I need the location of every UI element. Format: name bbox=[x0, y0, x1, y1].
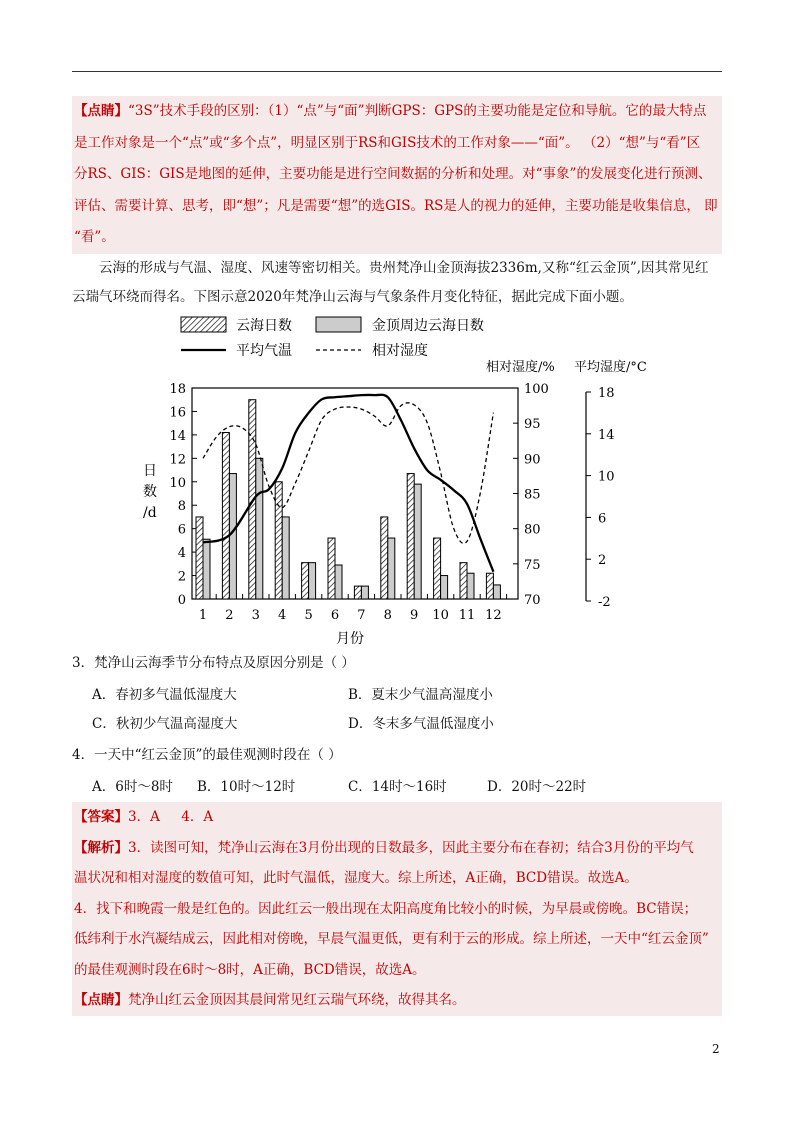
y-left-tick-label: 14 bbox=[169, 428, 186, 444]
bar-jinding bbox=[493, 585, 500, 599]
legend-swatch-gray bbox=[316, 317, 361, 332]
x-tick-label: 9 bbox=[410, 608, 419, 623]
bar-yunhai bbox=[222, 433, 229, 599]
y-humidity-tick-label: 95 bbox=[524, 417, 541, 433]
x-tick-label: 3 bbox=[251, 608, 260, 623]
bar-jinding bbox=[388, 538, 395, 599]
y-left-label-1: 日 bbox=[143, 463, 157, 479]
note-block-top bbox=[72, 96, 722, 254]
y-left-tick-label: 8 bbox=[177, 499, 186, 515]
bar-yunhai bbox=[354, 586, 361, 599]
note-bottom-line: 【点睛】梵净山红云金顶因其晨间常见红云瑞气环绕，故得其名。 bbox=[74, 992, 466, 1008]
y-temp-tick-label: 18 bbox=[598, 386, 615, 401]
bar-jinding bbox=[256, 458, 263, 599]
x-tick-label: 4 bbox=[278, 608, 287, 623]
y-left-tick-label: 4 bbox=[177, 546, 186, 562]
note-line-5: “看”。 bbox=[74, 229, 115, 245]
q4-option-b: B．10时～12时 bbox=[197, 779, 296, 795]
x-axis-title: 月份 bbox=[336, 631, 364, 647]
x-tick-label: 8 bbox=[383, 608, 392, 623]
x-tick-label: 7 bbox=[357, 608, 366, 623]
bar-yunhai bbox=[460, 563, 467, 599]
y-temp-tick-label: -2 bbox=[598, 595, 611, 610]
note-bottom-tag: 【点睛】 bbox=[74, 992, 128, 1008]
answer-tag: 【答案】 bbox=[74, 809, 128, 825]
bar-yunhai bbox=[434, 538, 441, 599]
legend-label-yunhai: 云海日数 bbox=[236, 318, 292, 334]
humidity-axis-title: 相对湿度/% bbox=[486, 360, 555, 375]
y-temp-tick-label: 6 bbox=[598, 511, 607, 527]
y-humidity-tick-label: 75 bbox=[524, 557, 541, 573]
bar-jinding bbox=[467, 573, 474, 599]
note-line-4: 评估、需要计算、思考，即“想”；凡是需要“想”的选GIS。RS是人的视力的延伸，主要功能是收集信息， 即 bbox=[74, 197, 718, 214]
answer-analysis-block bbox=[72, 802, 722, 1016]
note-tag: 【点睛】 bbox=[74, 103, 128, 119]
y-humidity-tick-label: 100 bbox=[524, 382, 549, 397]
header-rule bbox=[72, 71, 722, 72]
legend-label-jinding: 金顶周边云海日数 bbox=[372, 318, 484, 334]
bar-yunhai bbox=[302, 563, 309, 599]
q4-option-a: A．6时～8时 bbox=[92, 779, 173, 795]
analysis-line-3: 4．找下和晚霞一般是红色的。因此红云一般出现在太阳高度角比较小的时候，为早晨或傍晚。BC错误； bbox=[74, 900, 698, 917]
y-left-tick-label: 12 bbox=[169, 452, 186, 468]
note-line-1: 【点睛】“3S”技术手段的区别：（1）“点”与“面”判断GPS：GPS的主要功能是定位和导航。它的最大特点 bbox=[74, 103, 707, 119]
bar-yunhai bbox=[381, 517, 388, 599]
analysis-tag: 【解析】 bbox=[74, 839, 128, 856]
note-line-3: 分RS、GIS：GIS是地图的延伸，主要功能是进行空间数据的分析和处理。对“事象”的发展变化进行预测、 bbox=[74, 166, 712, 182]
y-humidity-tick-label: 85 bbox=[524, 487, 541, 503]
x-tick-label: 1 bbox=[198, 608, 208, 623]
bar-jinding bbox=[335, 565, 342, 599]
bar-jinding bbox=[282, 517, 289, 599]
intro-line-2: 云瑞气环绕而得名。下图示意2020年梵净山云海与气象条件月变化特征，据此完成下面小题。 bbox=[72, 289, 633, 305]
q4-option-c: C．14时～16时 bbox=[348, 779, 447, 795]
y-temp-tick-label: 14 bbox=[598, 427, 615, 443]
plot-frame bbox=[192, 388, 518, 599]
q4-stem: 4．一天中“红云金顶”的最佳观测时段在（ ） bbox=[72, 747, 342, 763]
y-left-tick-label: 0 bbox=[177, 593, 186, 608]
y-left-tick-label: 10 bbox=[169, 475, 186, 491]
bar-yunhai bbox=[328, 538, 335, 599]
x-tick-label: 10 bbox=[432, 608, 449, 623]
bar-jinding bbox=[414, 484, 421, 599]
q3-stem: 3．梵净山云海季节分布特点及原因分别是（ ） bbox=[72, 655, 355, 671]
bar-yunhai bbox=[486, 573, 493, 599]
x-tick-label: 2 bbox=[225, 608, 234, 623]
y-left-label-3: /d bbox=[143, 505, 157, 521]
q4-option-d: D．20时～22时 bbox=[487, 779, 587, 795]
y-humidity-tick-label: 80 bbox=[524, 522, 541, 538]
analysis-line-1: 【解析】3．读图可知，梵净山云海在3月份出现的日数最多，因此主要分布在春初；结合3月份的平均气 bbox=[74, 839, 694, 856]
x-tick-label: 5 bbox=[304, 608, 313, 623]
y-left-tick-label: 2 bbox=[177, 569, 186, 585]
q3-option-d: D．冬末多气温低湿度小 bbox=[348, 716, 494, 732]
bar-yunhai bbox=[196, 517, 203, 599]
x-tick-label: 11 bbox=[458, 608, 476, 623]
q3-option-b: B．夏末少气温高湿度小 bbox=[348, 687, 493, 703]
page-number: 2 bbox=[712, 1042, 720, 1056]
analysis-line-4: 低纬利于水汽凝结成云，因此相对傍晚，早晨气温更低，更有利于云的形成。综上所述，一天中“红云金顶” bbox=[74, 931, 709, 947]
temp-axis-title: 平均湿度/°C bbox=[574, 360, 647, 375]
legend-swatch-hatched bbox=[181, 317, 226, 332]
intro-line-1: 云海的形成与气温、湿度、风速等密切相关。贵州梵净山金顶海拔2336m,又称“红云金顶”,因其常见红 bbox=[99, 260, 709, 276]
cloud-sea-chart bbox=[0, 310, 794, 650]
answer-text: 3．A 4．A bbox=[128, 809, 214, 825]
legend-label-humidity: 相对湿度 bbox=[372, 343, 428, 359]
humidity-line bbox=[203, 403, 493, 544]
y-temp-tick-label: 10 bbox=[598, 469, 615, 485]
temperature-line bbox=[203, 395, 493, 572]
intro-paragraph bbox=[72, 254, 722, 312]
y-temp-tick-label: 2 bbox=[598, 553, 607, 569]
y-humidity-tick-label: 90 bbox=[524, 452, 541, 468]
bar-jinding bbox=[229, 474, 236, 599]
x-tick-label: 12 bbox=[485, 608, 502, 623]
bar-jinding bbox=[361, 586, 368, 599]
bar-jinding bbox=[441, 576, 448, 599]
note-line-2: 是工作对象是一个“点”或“多个点”，明显区别于RS和GIS技术的工作对象——“面”。 （2）“想”与“看”区 bbox=[74, 134, 701, 151]
q3-option-a: A．春初多气温低湿度大 bbox=[92, 687, 237, 703]
analysis-line-5: 的最佳观测时段在6时～8时，A正确，BCD错误，故选A。 bbox=[74, 961, 426, 978]
legend-label-temp: 平均气温 bbox=[236, 343, 292, 359]
y-left-tick-label: 16 bbox=[169, 405, 186, 421]
bar-jinding bbox=[309, 563, 316, 599]
bar-jinding bbox=[203, 539, 210, 599]
y-left-label-2: 数 bbox=[143, 484, 157, 500]
analysis-line-2: 温状况和相对湿度的数值可知，此时气温低，湿度大。综上所述，A正确，BCD错误。故选A。 bbox=[74, 870, 638, 886]
y-left-tick-label: 6 bbox=[177, 522, 186, 538]
bar-yunhai bbox=[275, 482, 282, 599]
y-left-tick-label: 18 bbox=[169, 382, 186, 397]
q3-option-c: C．秋初少气温高湿度大 bbox=[92, 716, 238, 732]
answer-line bbox=[74, 802, 720, 833]
y-humidity-tick-label: 70 bbox=[524, 593, 541, 608]
bar-yunhai bbox=[407, 474, 414, 599]
x-tick-label: 6 bbox=[330, 608, 340, 623]
